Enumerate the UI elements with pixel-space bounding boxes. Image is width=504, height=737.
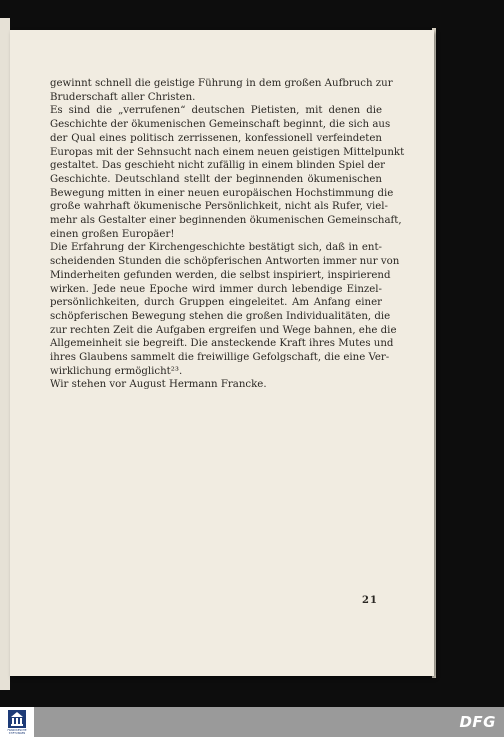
text-line: scheidenden Stunden die schöpferischen Antworten immer nur von: [50, 256, 400, 268]
book-spine-edge: [0, 18, 10, 690]
institution-building-icon: [8, 710, 26, 728]
text-line: wirklichung ermöglicht²³.: [50, 365, 183, 377]
text-line: einen großen Europäer!: [50, 228, 175, 240]
body-text: [50, 77, 405, 392]
franckesche-stiftungen-logo[interactable]: [0, 707, 34, 737]
text-line: Wir stehen vor August Hermann Francke.: [50, 379, 267, 391]
text-line: Minderheiten gefunden werden, die selbst inspiriert, inspirierend: [50, 269, 391, 281]
logo-caption: FRANCKESCHE STIFTUNGEN: [7, 729, 27, 735]
text-line: Allgemeinheit sie begreift. Die ansteckende Kraft ihres Mutes und: [50, 338, 394, 350]
text-line: Die Erfahrung der Kirchengeschichte bestätigt sich, daß in ent-: [50, 242, 382, 254]
text-line: Geschichte der ökumenischen Gemeinschaft beginnt, die sich aus: [50, 119, 391, 131]
text-line: gewinnt schnell die geistige Führung in dem großen Aufbruch zur: [50, 78, 393, 89]
viewer-footer-bar: [0, 707, 504, 737]
page-number: 21: [362, 595, 378, 606]
text-line: Bewegung mitten in einer neuen europäischen Hochstimmung die: [50, 187, 394, 199]
text-line: wirken. Jede neue Epoche wird immer durch lebendige Einzel-: [50, 283, 382, 295]
text-line: der Qual eines politisch zerrissenen, konfessionell verfeindeten: [50, 132, 382, 144]
text-line: Geschichte. Deutschland stellt der beginnenden ökumenischen: [50, 173, 382, 185]
text-line: mehr als Gestalter einer beginnenden ökumenischen Gemeinschaft,: [50, 215, 402, 227]
text-line: schöpferischen Bewegung stehen die großen Individualitäten, die: [50, 310, 391, 322]
text-line: Europas mit der Sehnsucht nach einem neuen geistigen Mittelpunkt: [50, 146, 405, 158]
book-page: [10, 30, 434, 676]
dfg-logo[interactable]: DFG: [459, 713, 496, 731]
text-line: große wahrhaft ökumenische Persönlichkeit, nicht als Rufer, viel-: [50, 201, 388, 213]
text-line: zur rechten Zeit die Aufgaben ergreifen und Wege bahnen, ehe die: [50, 324, 397, 336]
text-line: Bruderschaft aller Christen.: [50, 91, 196, 103]
text-line: Es sind die „verrufenen“ deutschen Pietisten, mit denen die: [50, 105, 382, 117]
text-line: gestaltet. Das geschieht nicht zufällig in einem blinden Spiel der: [50, 160, 386, 172]
text-line: ihres Glaubens sammelt die freiwillige Gefolgschaft, die eine Ver-: [50, 352, 390, 364]
text-line: persönlichkeiten, durch Gruppen eingeleitet. Am Anfang einer: [50, 297, 382, 309]
